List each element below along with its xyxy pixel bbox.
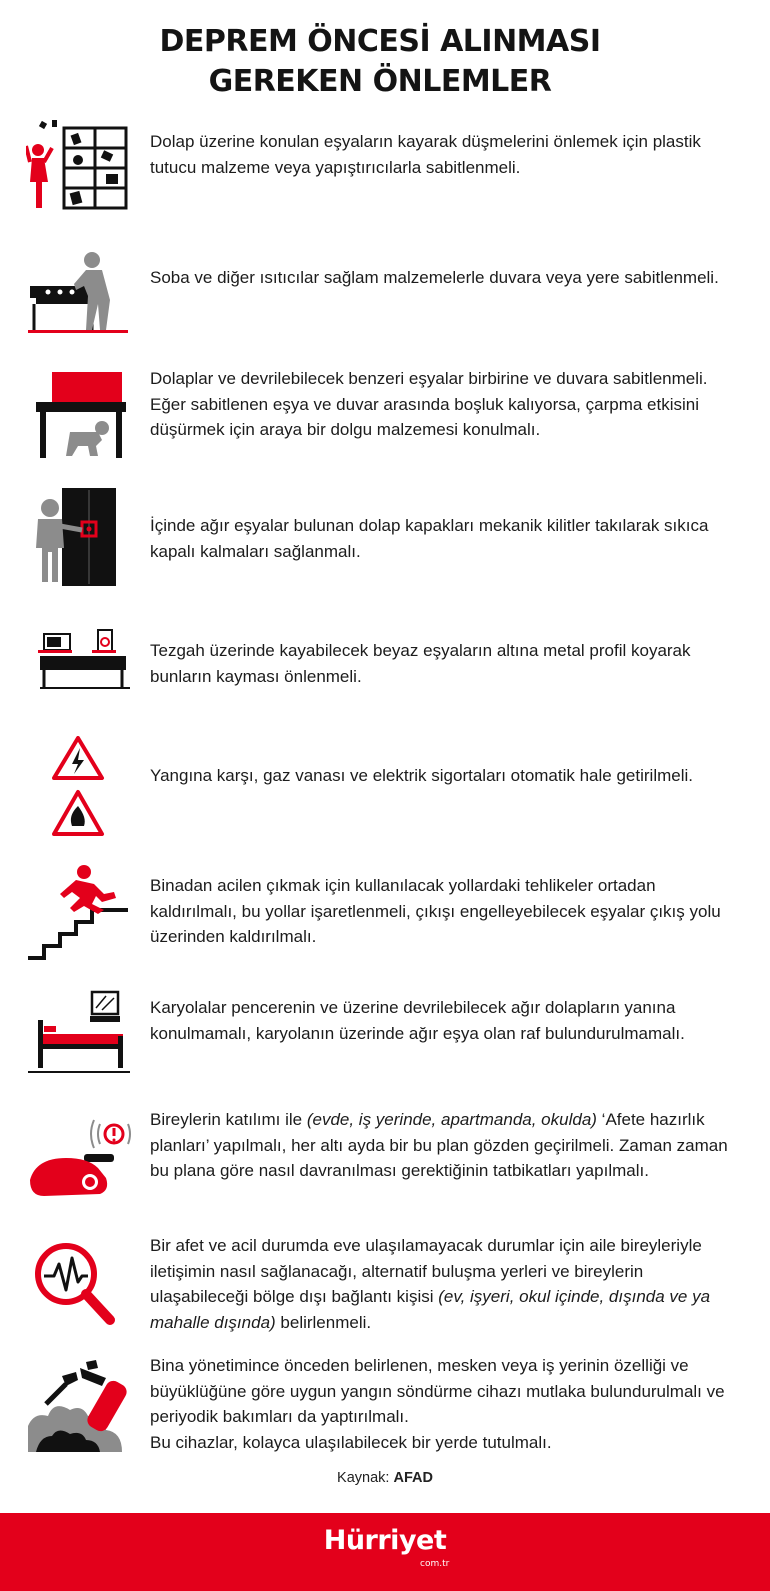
locked-cabinet-icon [26, 486, 132, 586]
item-text-italic: (ev, işyeri, okul içinde, dışında ve ya mahalle dışında) [150, 1287, 711, 1332]
evacuation-stairs-icon [26, 862, 132, 962]
item-text-part: Binadan acilen çıkmak için kullanılacak yollardaki tehlikeler ortadan kaldırılmalı, bu yollar işaretlenmeli, çıkışı engelleyebilecek eşyalar çıkış yolu üzerinden kaldırılmalı. [150, 876, 721, 946]
item-text-part: Dolap üzerine konulan eşyaların kayarak düşmelerini önlemek için plastik tutucu malzeme veya yapıştırıcılarla sabitlenmeli. [150, 132, 701, 177]
item-text [150, 513, 745, 564]
item-text [150, 638, 745, 689]
item-text [150, 1233, 745, 1335]
item-text-part: Bu cihazlar, kolayca ulaşılabilecek bir yerde tutulmalı. [150, 1432, 552, 1452]
footer-bar [0, 1513, 770, 1591]
item-text-part: Bina yönetimince önceden belirlenen, mesken veya iş yerinin özelliği ve büyüklüğüne göre uygun yangın söndürme cihazı mutlaka bulundurulmalı ve periyodik bakımları da yaptırılmalı. [150, 1356, 725, 1426]
item-text-part: ‘Afete hazırlık planları’ yapılmalı, her altı ayda bir bu plan gözden geçirilmeli. Zaman zaman bu plana göre nasıl davranılması gerektiğinin tatbikatları yapılmalı. [150, 1110, 728, 1180]
item-text-italic: (evde, iş yerinde, apartmanda, okulda) [306, 1110, 597, 1129]
fire-extinguisher-icon [26, 1356, 132, 1456]
bed-window-icon [26, 986, 132, 1086]
falling-shelf-icon [26, 120, 132, 220]
item-text [150, 873, 745, 950]
item-text-part: belirlenmeli. [275, 1312, 372, 1332]
item-text-part: İçinde ağır eşyalar bulunan dolap kapakları mekanik kilitler takılarak sıkıca kapalı kalmaları sağlanmalı. [150, 516, 709, 561]
title-line-2: GEREKEN ÖNLEMLER [208, 64, 552, 99]
stove-icon [26, 246, 132, 346]
take-cover-table-icon [26, 362, 132, 462]
item-text [150, 366, 745, 443]
item-text-part: Yangına karşı, gaz vanası ve elektrik sigortaları otomatik hale getirilmeli. [150, 766, 693, 785]
item-text-part: Tezgah üzerinde kayabilecek beyaz eşyaların altına metal profil koyarak bunların kayması önlenmeli. [150, 641, 691, 686]
electric-fire-warning-icon [26, 736, 132, 836]
item-text [150, 129, 745, 180]
item-text-part: Bireylerin katılımı ile [150, 1110, 307, 1129]
item-text-part: Soba ve diğer ısıtıcılar sağlam malzemelerle duvara veya yere sabitlenmeli. [150, 268, 719, 287]
item-text [150, 1353, 745, 1455]
source-credit [0, 1470, 770, 1486]
page-title [0, 22, 760, 102]
title-line-1: DEPREM ÖNCESİ ALINMASI [159, 24, 601, 59]
source-value: AFAD [393, 1470, 433, 1486]
brand-domain: com.tr [420, 1559, 450, 1569]
drop-cover-alarm-icon [26, 1112, 132, 1212]
kitchen-counter-icon [26, 612, 132, 712]
item-text-part: Bir afet ve acil durumda eve ulaşılamayacak durumlar için aile bireyleriyle iletişimin nasıl sağlanacağı, alternatif buluşma yerleri ve bireylerin ulaşabileceği bölge dışı bağlantı kişisi [150, 1236, 702, 1306]
brand-logo[interactable]: Hürriyet [323, 1525, 447, 1556]
item-text-part: Dolaplar ve devrilebilecek benzeri eşyalar birbirine ve duvara sabitlenmeli. Eğer sabitlenen eşya ve duvar arasında boşluk kalıyorsa, çarpma etkisini düşürmek için araya bir dolgu malzemesi konulmalı. [150, 369, 708, 439]
item-text [150, 1107, 745, 1184]
item-text [150, 265, 745, 291]
item-text [150, 995, 745, 1046]
item-text-part: Karyolalar pencerenin ve üzerine devrilebilecek ağır dolapların yanına konulmamalı, karyolanın üzerinde ağır eşya olan raf bulundurulmamalı. [150, 998, 685, 1043]
source-label: Kaynak: [337, 1470, 390, 1486]
seismograph-magnifier-icon [26, 1236, 132, 1336]
item-text [150, 763, 745, 789]
